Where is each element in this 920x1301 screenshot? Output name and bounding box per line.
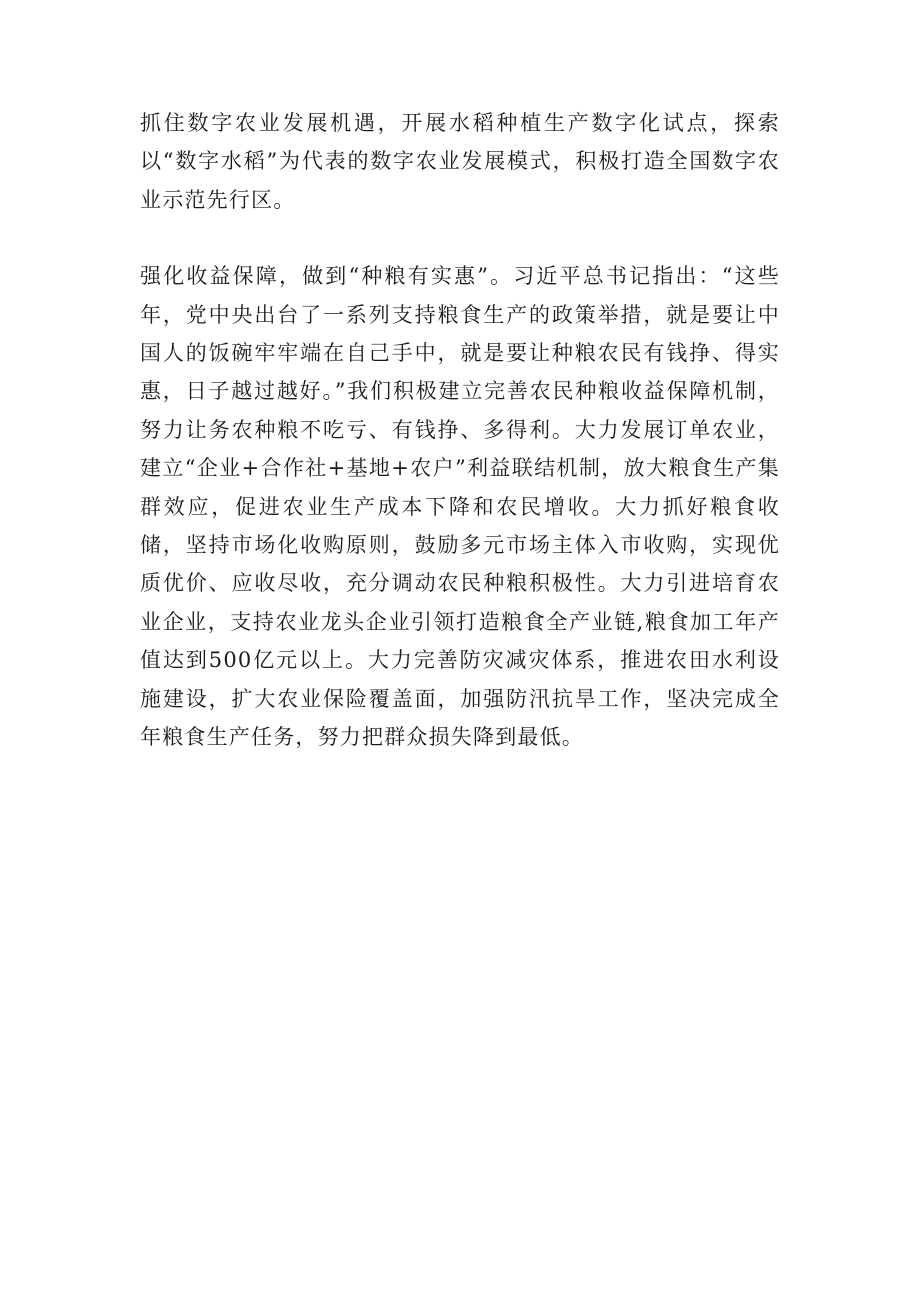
document-body xyxy=(140,104,780,757)
paragraph-income-guarantee: 强化收益保障，做到“种粮有实惠”。习近平总书记指出：“这些年，党中央出台了一系列支持粮食生产的政策举措，就是要让中国人的饭碗牢牢端在自己手中，就是要让种粮农民有钱挣、得实惠，日子越过越好。”我们积极建立完善农民种粮收益保障机制，努力让务农种粮不吃亏、有钱挣、多得利。大力发展订单农业，建立“企业+合作社+基地+农户”利益联结机制，放大粮食生产集群效应，促进农业生产成本下降和农民增收。大力抓好粮食收储，坚持市场化收购原则，鼓励多元市场主体入市收购，实现优质优价、应收尽收，充分调动农民种粮积极性。大力引进培育农业企业，支持农业龙头企业引领打造粮食全产业链,粮食加工年产值达到500亿元以上。大力完善防灾减灾体系，推进农田水利设施建设，扩大农业保险覆盖面，加强防汛抗旱工作，坚决完成全年粮食生产任务，努力把群众损失降到最低。 xyxy=(140,264,780,750)
paragraph-digital-agriculture: 抓住数字农业发展机遇，开展水稻种植生产数字化试点，探索以“数字水稻”为代表的数字农业发展模式，积极打造全国数字农业示范先行区。 xyxy=(140,111,780,212)
